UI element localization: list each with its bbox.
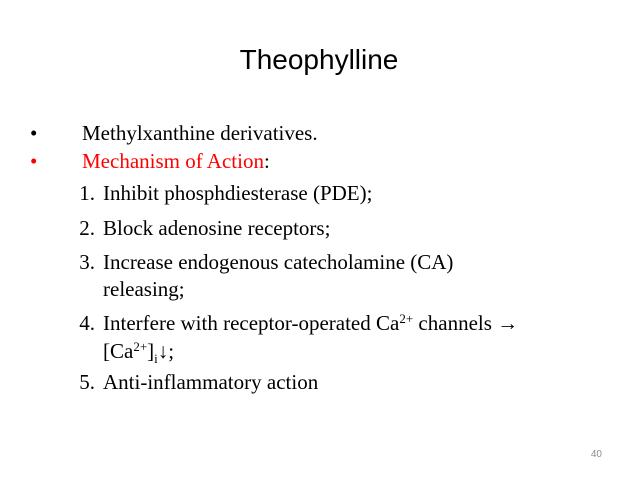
list-item-continuation (0, 276, 638, 303)
page-number: 40 (590, 449, 602, 460)
list-item (0, 180, 638, 207)
list-item-text: Increase endogenous catecholamine (CA) (103, 250, 454, 274)
bullet-marker: • (30, 121, 38, 145)
list-item-number: 3. (79, 250, 95, 274)
text-run: channels → (413, 311, 519, 335)
bullet-text-wrap (82, 148, 270, 175)
text-run: Interfere with receptor-operated Ca (103, 311, 400, 335)
slide-title: Theophylline (239, 44, 399, 75)
list-item (0, 215, 638, 242)
subscript-i: i (154, 351, 158, 366)
text-run: ↓; (157, 339, 175, 363)
list-item-text: Inhibit phosphdiesterase (PDE); (103, 181, 373, 205)
list-item-text (103, 338, 174, 365)
list-item (0, 369, 638, 396)
text-run: [Ca (103, 339, 134, 363)
list-item-continuation (0, 338, 638, 365)
text-run: ] (147, 339, 155, 363)
list-item-text: Anti-inflammatory action (103, 370, 319, 394)
list-item (0, 249, 638, 276)
mechanism-colon: : (263, 149, 270, 173)
bullet-marker: • (30, 149, 38, 173)
list-item-number: 2. (79, 216, 95, 240)
list-item-text: releasing; (103, 277, 185, 301)
mechanism-heading: Mechanism of Action (82, 149, 264, 173)
list-item-number: 5. (79, 370, 95, 394)
superscript-charge: 2+ (133, 339, 148, 354)
bullet-item-methylxanthine (0, 120, 638, 147)
list-item-text: Block adenosine receptors; (103, 216, 331, 240)
list-item-number: 4. (79, 311, 95, 335)
bullet-text: Methylxanthine derivatives. (82, 121, 318, 145)
list-item-text (103, 310, 518, 337)
list-item (0, 310, 638, 337)
list-item-number: 1. (79, 181, 95, 205)
superscript-charge: 2+ (399, 311, 414, 326)
bullet-item-mechanism (0, 148, 638, 175)
